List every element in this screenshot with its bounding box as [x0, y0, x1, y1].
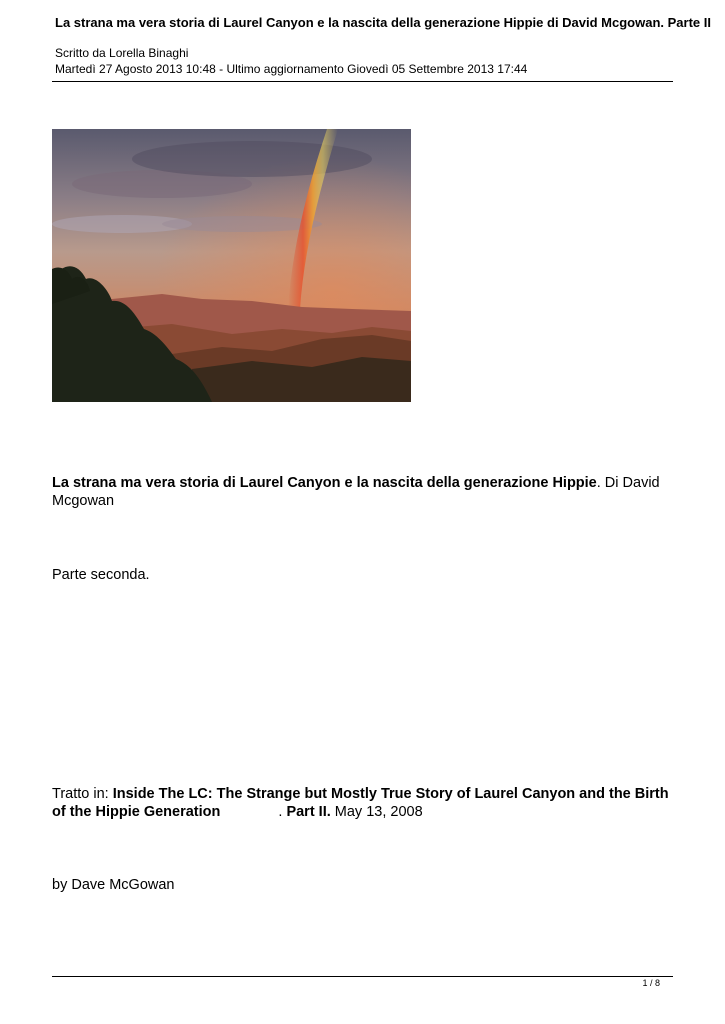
- part-label: Parte seconda.: [52, 567, 150, 583]
- footer-divider: [52, 976, 673, 977]
- source-date: May 13, 2008: [330, 804, 423, 820]
- source-prefix: Tratto in:: [52, 786, 113, 802]
- article-heading-author: . Di David Mcgowan: [52, 475, 660, 509]
- article-heading: [52, 474, 673, 510]
- source-paragraph: [52, 785, 673, 821]
- page-number: 1 / 8: [642, 978, 660, 988]
- source-part: Part II.: [286, 804, 331, 820]
- document-title: La strana ma vera storia di Laurel Canyon e la nascita della generazione Hippie di David Mcgowan. Parte II: [55, 15, 711, 30]
- article-heading-bold: La strana ma vera storia di Laurel Canyon e la nascita della generazione Hippie: [52, 475, 597, 491]
- source-dot: .: [278, 804, 287, 820]
- header-divider: [52, 81, 673, 82]
- date-line: Martedì 27 Agosto 2013 10:48 - Ultimo aggiornamento Giovedì 05 Settembre 2013 17:44: [55, 62, 528, 76]
- rainbow-canyon-photo: [52, 129, 411, 402]
- byline: by Dave McGowan: [52, 877, 175, 893]
- author-line: Scritto da Lorella Binaghi: [55, 46, 189, 60]
- source-title: Inside The LC: The Strange but Mostly True Story of Laurel Canyon and the Birth of the Hippie Generation: [52, 786, 669, 820]
